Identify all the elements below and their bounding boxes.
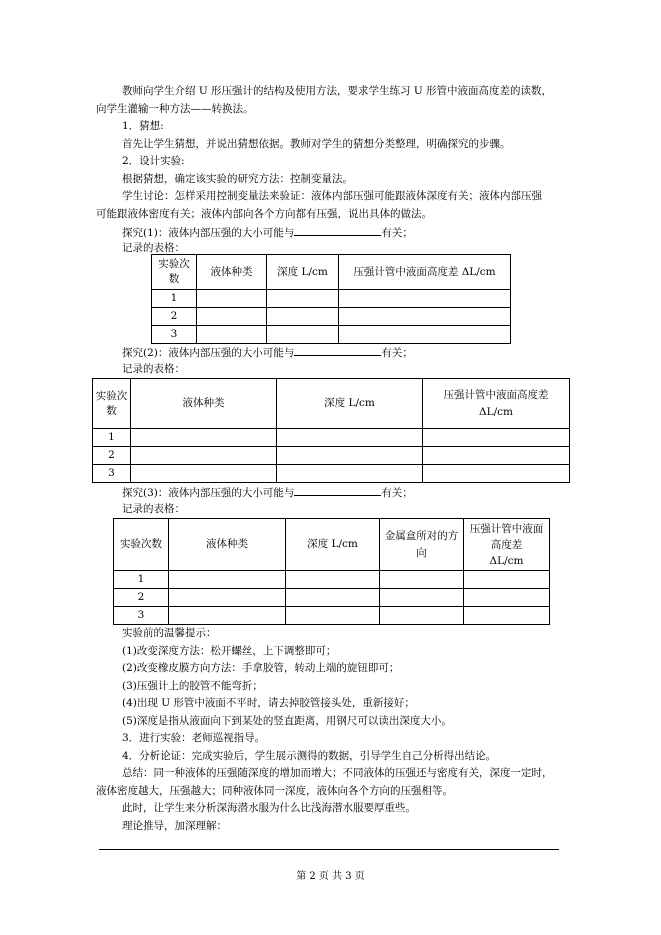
summary-line-2: 液体密度越大，压强越大；同种液体同一深度，液体向各个方向的压强相等。 — [96, 785, 453, 797]
header-cell — [423, 379, 570, 429]
header-line: 压强计管中液面高度差 — [443, 388, 549, 401]
row-number: 3 — [152, 326, 197, 344]
record-table-1 — [151, 254, 511, 344]
empty-cell[interactable] — [286, 571, 380, 589]
empty-cell[interactable] — [339, 290, 511, 308]
row-number: 2 — [93, 447, 131, 465]
header-cell: 深度 L/cm — [277, 379, 423, 429]
explore-2-blank[interactable] — [294, 344, 381, 356]
empty-cell[interactable] — [197, 290, 267, 308]
tip-item: (5)深度是指从液面向下到某处的竖直距离，用钢尺可以读出深度大小。 — [122, 715, 452, 727]
row-number: 3 — [114, 607, 169, 625]
empty-cell[interactable] — [169, 589, 286, 607]
explore-1-prefix: 探究(1)：液体内部压强的大小可能与 — [122, 227, 295, 239]
explore-2-suffix: 有关； — [381, 347, 413, 359]
record-label-3: 记录的表格： — [122, 503, 185, 515]
row-number: 1 — [114, 571, 169, 589]
empty-cell[interactable] — [267, 308, 339, 326]
empty-cell[interactable] — [423, 465, 570, 483]
guess-text: 首先让学生猜想，并说出猜想依据。教师对学生的猜想分类整理，明确探究的步骤。 — [122, 138, 511, 150]
explore-1-suffix: 有关； — [381, 227, 413, 239]
method-text: 根据猜想，确定该实验的研究方法：控制变量法。 — [122, 173, 353, 185]
empty-cell[interactable] — [286, 589, 380, 607]
empty-cell[interactable] — [339, 326, 511, 344]
row-number: 2 — [152, 308, 197, 326]
explore-3 — [122, 484, 413, 500]
intro-line-2: 向学生灌输一种方法——转换法。 — [96, 103, 254, 115]
row-number: 2 — [114, 589, 169, 607]
empty-cell[interactable] — [169, 571, 286, 589]
explore-3-blank[interactable] — [294, 484, 381, 496]
header-cell: 液体种类 — [197, 255, 267, 290]
header-cell — [464, 519, 550, 571]
header-cell: 液体种类 — [131, 379, 277, 429]
header-cell: 深度 L/cm — [286, 519, 380, 571]
tip-item: (4)出现 U 形管中液面不平时，请去掉胶管接头处，重新接好； — [122, 697, 415, 709]
empty-cell[interactable] — [131, 465, 277, 483]
header-line: ΔL/cm — [489, 554, 524, 567]
row-number: 3 — [93, 465, 131, 483]
intro-line-1: 教师向学生介绍 U 形压强计的结构及使用方法，要求学生练习 U 形管中液面高度差的读数， — [122, 85, 553, 97]
step-4: 4．分析论证：完成实验后，学生展示测得的数据，引导学生自己分析得出结论。 — [122, 750, 497, 762]
empty-cell[interactable] — [464, 607, 550, 625]
explore-3-prefix: 探究(3)：液体内部压强的大小可能与 — [122, 487, 295, 499]
header-cell: 深度 L/cm — [267, 255, 339, 290]
empty-cell[interactable] — [380, 589, 464, 607]
empty-cell[interactable] — [169, 607, 286, 625]
empty-cell[interactable] — [423, 429, 570, 447]
discussion-line-2: 可能跟液体密度有关；液体内部向各个方向都有压强，说出具体的做法。 — [96, 208, 432, 220]
empty-cell[interactable] — [131, 447, 277, 465]
empty-cell[interactable] — [277, 429, 423, 447]
tips-title: 实验前的温馨提示： — [122, 627, 217, 639]
tip-item: (1)改变深度方法：松开螺丝，上下调整即可； — [122, 645, 337, 657]
tip-item: (3)压强计上的胶管不能弯折； — [122, 680, 263, 692]
empty-cell[interactable] — [464, 589, 550, 607]
page-number: 第 2 页 共 3 页 — [296, 871, 365, 882]
empty-cell[interactable] — [380, 571, 464, 589]
theory-text: 理论推导，加深理解： — [122, 820, 227, 832]
heading-guess: 1．猜想: — [122, 120, 164, 132]
empty-cell[interactable] — [267, 290, 339, 308]
header-cell: 实验次数 — [93, 379, 131, 429]
empty-cell[interactable] — [464, 571, 550, 589]
header-cell: 金属盒所对的方向 — [380, 519, 464, 571]
empty-cell[interactable] — [197, 326, 267, 344]
record-table-2 — [92, 378, 570, 483]
empty-cell[interactable] — [197, 308, 267, 326]
empty-cell[interactable] — [131, 429, 277, 447]
empty-cell[interactable] — [423, 447, 570, 465]
header-line: ΔL/cm — [479, 405, 513, 418]
discussion-line-1: 学生讨论：怎样采用控制变量法来验证：液体内部压强可能跟液体深度有关；液体内部压强 — [122, 190, 542, 202]
empty-cell[interactable] — [339, 308, 511, 326]
empty-cell[interactable] — [380, 607, 464, 625]
header-cell: 实验次数 — [114, 519, 169, 571]
explore-2-prefix: 探究(2)：液体内部压强的大小可能与 — [122, 347, 295, 359]
record-label-2: 记录的表格： — [122, 363, 185, 375]
row-number: 1 — [93, 429, 131, 447]
empty-cell[interactable] — [277, 447, 423, 465]
step-3: 3．进行实验：老师巡视指导。 — [122, 732, 266, 744]
explore-1 — [122, 224, 413, 240]
header-cell: 液体种类 — [169, 519, 286, 571]
summary-line-1: 总结：同一种液体的压强随深度的增加而增大；不同液体的压强还与密度有关，深度一定时， — [122, 767, 553, 779]
tip-item: (2)改变橡皮膜方向方法：手拿胶管，转动上端的旋钮即可； — [122, 662, 400, 674]
heading-design: 2．设计实验: — [122, 155, 185, 167]
explore-2 — [122, 344, 413, 360]
analysis-text: 此时，让学生来分析深海潜水服为什么比浅海潜水服要厚重些。 — [122, 802, 416, 814]
footer-divider — [99, 849, 559, 850]
explore-3-suffix: 有关； — [381, 487, 413, 499]
explore-1-blank[interactable] — [294, 224, 381, 236]
empty-cell[interactable] — [267, 326, 339, 344]
header-cell: 压强计管中液面高度差 ΔL/cm — [339, 255, 511, 290]
header-line: 压强计管中液面高度差 — [469, 522, 544, 551]
record-table-3 — [113, 518, 550, 625]
empty-cell[interactable] — [286, 607, 380, 625]
record-label-1: 记录的表格： — [122, 242, 185, 254]
header-cell: 实验次数 — [152, 255, 197, 290]
row-number: 1 — [152, 290, 197, 308]
empty-cell[interactable] — [277, 465, 423, 483]
